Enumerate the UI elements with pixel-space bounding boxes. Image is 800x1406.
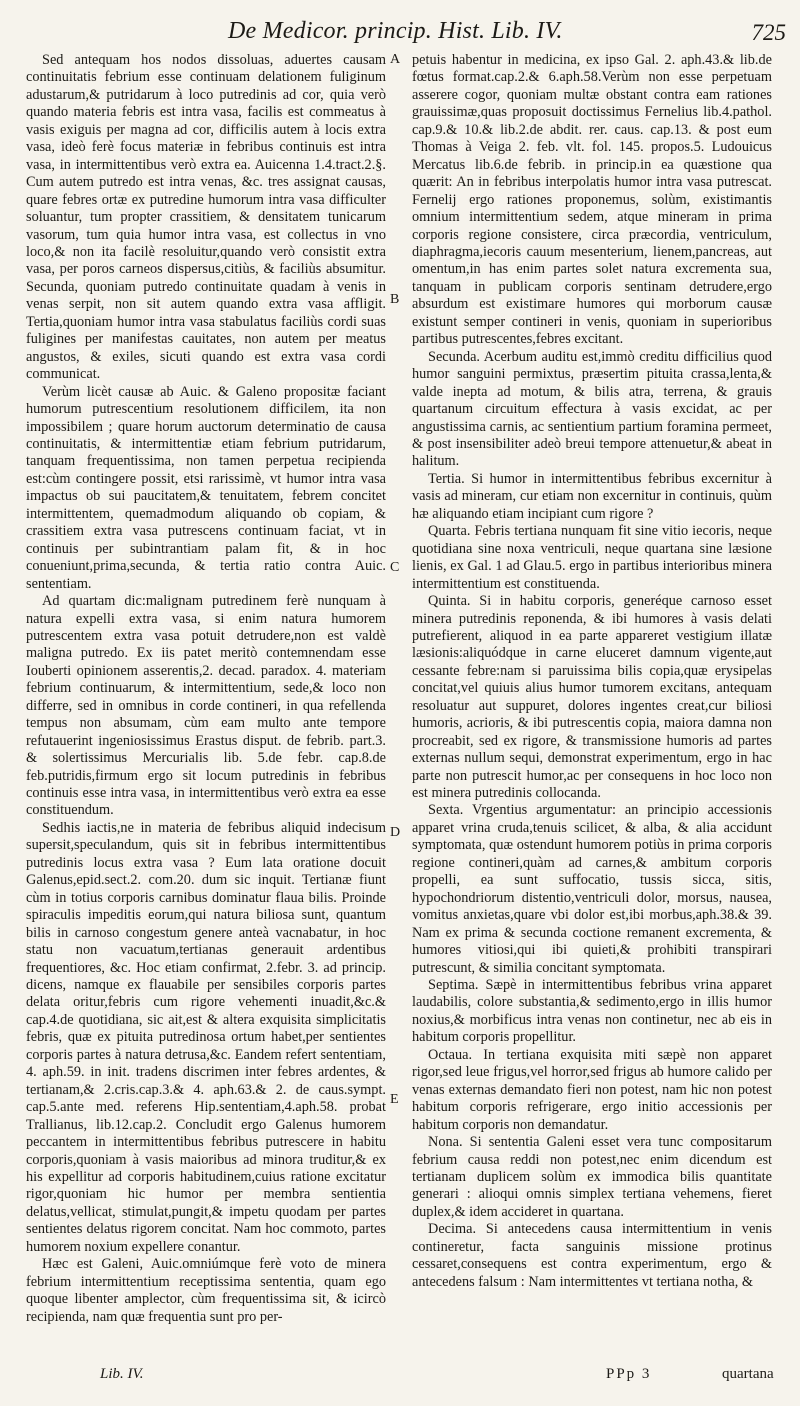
margin-letters <box>384 0 408 1406</box>
paragraph: Secunda. Acerbum auditu est,immò creditu difficilius quod humor sanguini permixtus, præsertim pituita crassa,lenta,& valde inepta ad motum, & bilis atra, terrena, & grauis quartanum circuitum effectura à vasis excidat, ac per angustissima carnis, ac sentientium partium foramina permeet, & post insensibiliter adeò breui tempore attenuetur,& abeat in halitum. <box>412 348 772 470</box>
margin-letter-d: D <box>390 825 401 840</box>
paragraph: Verùm licèt causæ ab Auic. & Galeno propositæ faciant humorum putrescentium resolutionem difficilem, ita non impossibilem ; quare horum auctorum determinatio de causa continuitatis, & intermittentiæ etiam febrium putridarum, tanquam frequentissima, non tamen perpetua recipienda est:cùm contingere possit, etsi rarissimè, vt humor intra vasa impactus ob sui paucitatem,& tenuitatem, febrem concitet intermittentem, quemadmodum aliquando ob copiam, & crassitiem extra vasa putrescens continuam faciat, vt in continuis per subintrantiam palam fit, & in hoc conueniunt,prima,secunda, & tertia ratio contra Auic. sententiam. <box>26 383 386 592</box>
footer-book-label: Lib. IV. <box>100 1366 144 1382</box>
page-footer <box>0 1364 800 1394</box>
paragraph: petuis habentur in medicina, ex ipso Gal. 2. aph.43.& lib.de fœtus format.cap.2.& 6.aph.58.Verùm non esse perpetuam asserere cogor, quoniam multæ obstant contra eam rationes grauissimæ,quas proposuit doctissimus Fernelius lib.4.pathol. cap.9.& 10.& lib.2.de abdit. rer. caus. cap.13. & post eum Thomas à Veiga 2. feb. vlt. fol. 145. propos.5. Ludouicus Mercatus lib.6.de febrib. in princip.in ea quæstione qua quærit: An in febribus interpolatis humor intra vasa putrescat. Fernelij ergo rationes proponemus, solùm, existimantis omnium intermittentium sedem, atque mineram in prima corporis regione consistere, circa præcordia, ventriculum, diaphragma,iecoris cauum mesenterium, lienem,pancreas, aut omentum,in has enim partes solet natura excrementa sua, tanquam in publicam corporis sentinam detrudere,ergo absurdum est existimare humores qui morborum causæ existunt semper contineri in venis, quoniam in superioribus partibus putrescentes,febres excitant. <box>412 52 772 348</box>
catchword: quartana <box>722 1366 774 1382</box>
margin-letter-e: E <box>390 1092 399 1107</box>
paragraph: Tertia. Si humor in intermittentibus febribus excernitur à vasis ad mineram, cur etiam non excernitur in continuis, quùm hæ aliquando etiam incipiant cum rigore ? <box>412 470 772 522</box>
margin-letter-c: C <box>390 560 400 575</box>
paragraph: Septima. Sæpè in intermittentibus febribus vrina apparet laudabilis, colore substantia,& sedimento,ergo in illis humor noxius,& morbificus intra venas non continetur, nec ab eis in habitum corporis propellitur. <box>412 977 772 1046</box>
signature-mark: PPp 3 <box>606 1366 652 1382</box>
paragraph: Hæc est Galeni, Auic.omniúmque ferè voto de minera febrium intermittentium receptissima sententia, quam ego quoque libenter amplector, cùm frequentissima sit, & icircò recipienda, nam quæ frequentia sunt pro per- <box>26 1256 386 1325</box>
right-column <box>412 52 772 1358</box>
paragraph: Sexta. Vrgentius argumentatur: an principio accessionis apparet vrina cruda,tenuis scilicet, & alba, & alia accidunt symptomata, quæ ostendunt humorem potiùs in prima corporis regione contineri,quàm ad carnes,& ambitum corporis propelli, ea sunt suffocatio, tussis sicca, sitis, hypochondriorum distentio,ventriculi dolor, morsus, nausea, vomitus anxietas,quare vbi dolor est,ibi morbus,aph.38.& 39. Nam ex prima & secunda coctione remanent excrementa, & humores vitiosi,qui ibi quieti,& prohibiti transpirari putrescunt, & similia concitant symptomata. <box>412 802 772 976</box>
paragraph: Quinta. Si in habitu corporis, generéque carnoso esset minera putredinis reponenda, & ibi humores à vasis delati putrefierent, aliquod in ea parte appareret vestigium illatæ læsionis:aliquódque in carne eluceret damnum vigente,aut cessante febre:nam si paruissima bilis copia,quæ erysipelas concitat,vel quiuis alius humor tumorem excitans, antequam resoluatur aut suppuret, dolores ingentes creat,cur biliosi humoris, acrioris, & ibi putrescentis copia, maiora damna non procreabit, sed ex rigore, & transmissione humoris ad partes externas nullum sequi, demonstrat experimentum, ergo in hac parte non putrescit humor,ac per consequens in hoc loco non est minera putredinis collocanda. <box>412 593 772 802</box>
paragraph: Octaua. In tertiana exquisita miti sæpè non apparet rigor,sed leue frigus,vel horror,sed frigus ab humore calido per venas externas demandato fieri non potest, nam hic non potest habitum corporis refrigerare, ergo initio accessionis per habitum corporis non demandatur. <box>412 1046 772 1133</box>
page-number: 725 <box>751 20 786 45</box>
running-head: De Medicor. princip. Hist. Lib. IV. <box>228 18 563 44</box>
paragraph: Nona. Si sententia Galeni esset vera tunc compositarum febrium causa reddi non potest,nec enim dicendum est tertianam duplicem solùm ex immodica bilis quantitate generari : alioqui omnis simplex tertiana vehemens, fieret duplex,& idem accideret in quartana. <box>412 1134 772 1220</box>
paragraph: Quarta. Febris tertiana nunquam fit sine vitio iecoris, neque quotidiana sine noxa ventriculi, neque quartana sine læsione lienis, ex Gal. 1 ad Glau.5. ergo in partibus interioribus minera intermittentium est constituenda. <box>412 523 772 592</box>
paragraph: Decima. Si antecedens causa intermittentium in venis contineretur, facta sanguinis missione protinus cessaret,consequens est contra experimentum, ergo & antecedens falsum : Nam intermittentes vt tertiana notha, & <box>412 1221 772 1290</box>
paragraph: Ad quartam dic:malignam putredinem ferè nunquam à natura expelli extra vasa, si enim natura humorem putrescentem extra vasa potuit detrudere,non est valdè maligna putredo. Ex iis patet meritò contemnendam esse Iouberti opinionem asserentis,2. decad. paradox. 4. materiam febrium continuarum, & intermittentium, sede,& loco non differre, sed in omnibus in corde contineri, in qua refellenda tempus non absumam, cùm eam multo ante tempore refutauerint ingeniosissimus Erastus disput. de febrib. part.3. & solertissimus Mercurialis lib. 5.de febr. cap.8.de feb.putridis,firmum ergo sit locum putredinis in febribus continuis esse intra vasa, in intermittentibus verò extra ea esse constituendum. <box>26 593 386 819</box>
left-column <box>26 52 386 1358</box>
margin-letter-a: A <box>390 52 401 67</box>
paragraph: Sedhis iactis,ne in materia de febribus aliquid indecisum supersit,speculandum, quis sit in febribus intermittentibus putredinis locus extra vasa ? Eum lata oratione docuit Galenus,epid.sect.2. com.20. dum sic inquit. Tertianæ fiunt cùm in totius corporis carnibus dominatur flaua bilis. Proinde spiraculis impeditis eorum,qui natura biliosa sunt, quantum bilis in carnoso congestum genere anteà vacnabatur, in hoc statu non vacuatum,tertianas generauit ardentibus frequentiores, &c. Hoc etiam confirmat, 2.febr. 3. ad princip. dicens, namque ex flauabile per sensibiles corporis partes delata oritur,febris cum rigore vehementi inuadit,&c.& cap.4.de quotidiana, sic ait,est & altera exquisita simplicitatis febris, quæ ex pituita putredinosa ortum habet,per sentientes corporis partes à natura detrusa,&c. Eandem refert sententiam, 4. aph.59. in init. tradens discrimen inter febres ardentes, & tertianam,& 2.cris.cap.3.& 4. aph.63.& 2. de caus.sympt. cap.5.ante med. referens Hip.sententiam,4.aph.58. probat Trallianus, lib.12.cap.2. Concludit ergo Galenus humorem peccantem in intermittentibus febribus putrescere in habitu corporis,quoniam à vasis maioribus ad minora truditur,& ex his expellitur ad corporis habitudinem,cuius ratione excitatur rigor,quoniam hic humor per membra sentientia delatus,vellicat, stimulat,pungit,& impetu quodam per partes sentientes delatus rigorem concitat. Nam hoc commoto, partes humorem noxium expellere conantur. <box>26 819 386 1255</box>
paragraph: Sed antequam hos nodos dissoluas, aduertes causam continuitatis febrium esse continuam delationem fuliginum adustarum,& putridarum à loco putredinis ad cor, quia verò quando materia febris est intra vasa, facilis est commeatus à vasis exiguis per magna ad cor, difficilis autem à locis extra vasa, ideò ferè focus materiæ in febribus continuis est intra vasa, in intermittentibus verò extra ea. Auicenna 1.4.tract.2.§. Cum autem putredo est intra venas, &c. tres assignat causas, quare febres ortæ ex putredine humorum intra vasa difficulter soluantur, tum propter crassitiem, & densitatem tunicarum vasorum, tum quia humor intra vasa, est collectus in vno loco,& non ita facilè resoluitur,quando verò consistit extra vasa, per poros carneos dispersus,citiùs, & faciliùs absumitur. Secunda, quoniam putredo continuitate quadam à venis in venas serpit, non sit autem quando extra vasa affligit. Tertia,quoniam humor intra vasa stabulatus faciliùs cordi suas fuligines per manifestas cauitates, non autem per meatus angustos, & exiles, sicuti quando est extra vasa cordi communicat. <box>26 52 386 383</box>
margin-letter-b: B <box>390 292 400 307</box>
